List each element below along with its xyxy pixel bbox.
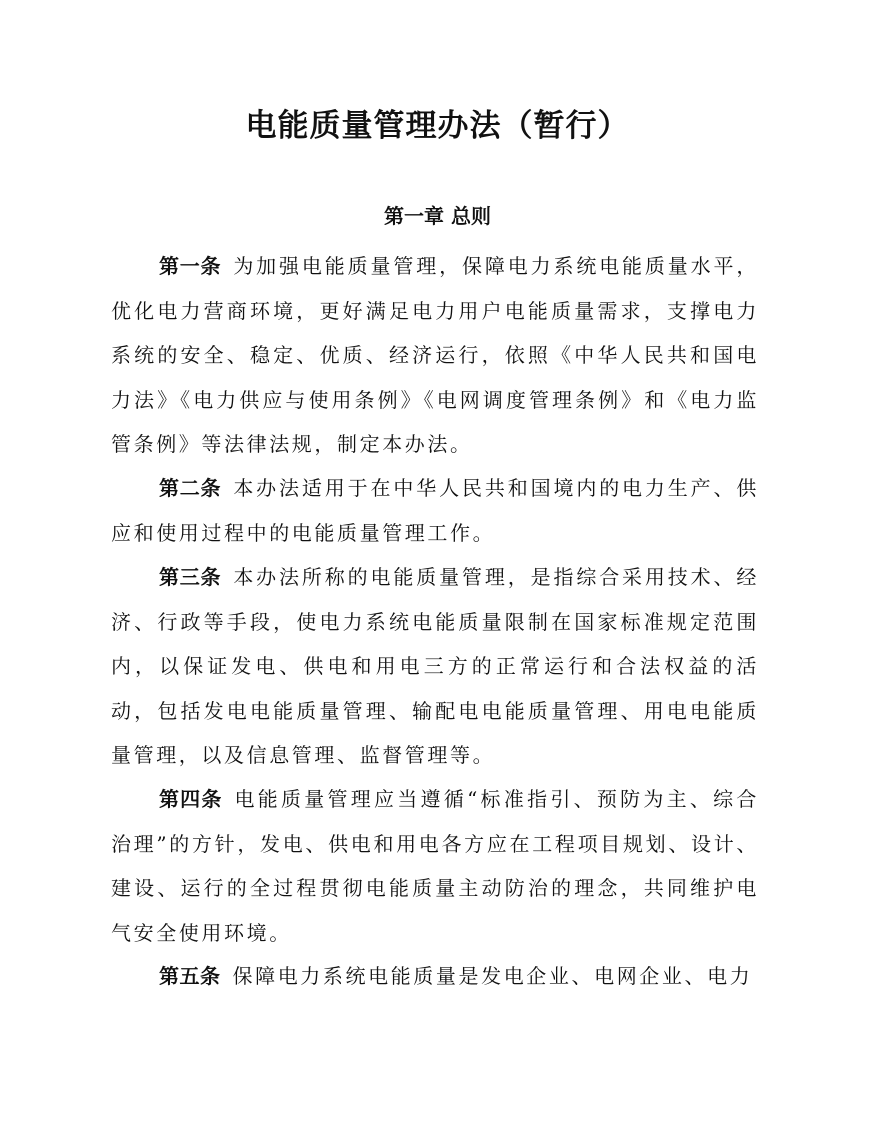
article-label: 第四条: [159, 787, 223, 811]
article-1: [111, 244, 759, 467]
article-text: 为加强电能质量管理，保障电力系统电能质量水平，优化电力营商环境，更好满足电力用户电能质量需求，支撑电力系统的安全、稳定、优质、经济运行，依照《中华人民共和国电力法》《电力供应与使用条例》《电网调度管理条例》和《电力监管条例》等法律法规，制定本办法。: [111, 254, 759, 456]
article-4: [111, 777, 759, 955]
article-text: 本办法所称的电能质量管理，是指综合采用技术、经济、行政等手段，使电力系统电能质量限制在国家标准规定范围内，以保证发电、供电和用电三方的正常运行和合法权益的活动，包括发电电能质量管理、输配电电能质量管理、用电电能质量管理，以及信息管理、监督管理等。: [111, 565, 759, 767]
article-label: 第三条: [159, 565, 222, 589]
article-label: 第五条: [159, 964, 221, 988]
article-2: [111, 466, 759, 555]
article-label: 第一条: [159, 254, 222, 278]
article-3: [111, 555, 759, 778]
document-title: 电能质量管理办法（暂行）: [245, 108, 630, 144]
article-text: 本办法适用于在中华人民共和国境内的电力生产、供应和使用过程中的电能质量管理工作。: [111, 476, 759, 545]
article-label: 第二条: [159, 476, 222, 500]
article-text: 电能质量管理应当遵循“标准指引、预防为主、综合治理”的方针，发电、供电和用电各方应在工程项目规划、设计、建设、运行的全过程贯彻电能质量主动防治的理念，共同维护电气安全使用环境。: [111, 787, 760, 945]
article-5: [111, 954, 759, 999]
article-text: 保障电力系统电能质量是发电企业、电网企业、电力: [232, 964, 753, 988]
chapter-title: 第一章 总则: [384, 204, 491, 228]
